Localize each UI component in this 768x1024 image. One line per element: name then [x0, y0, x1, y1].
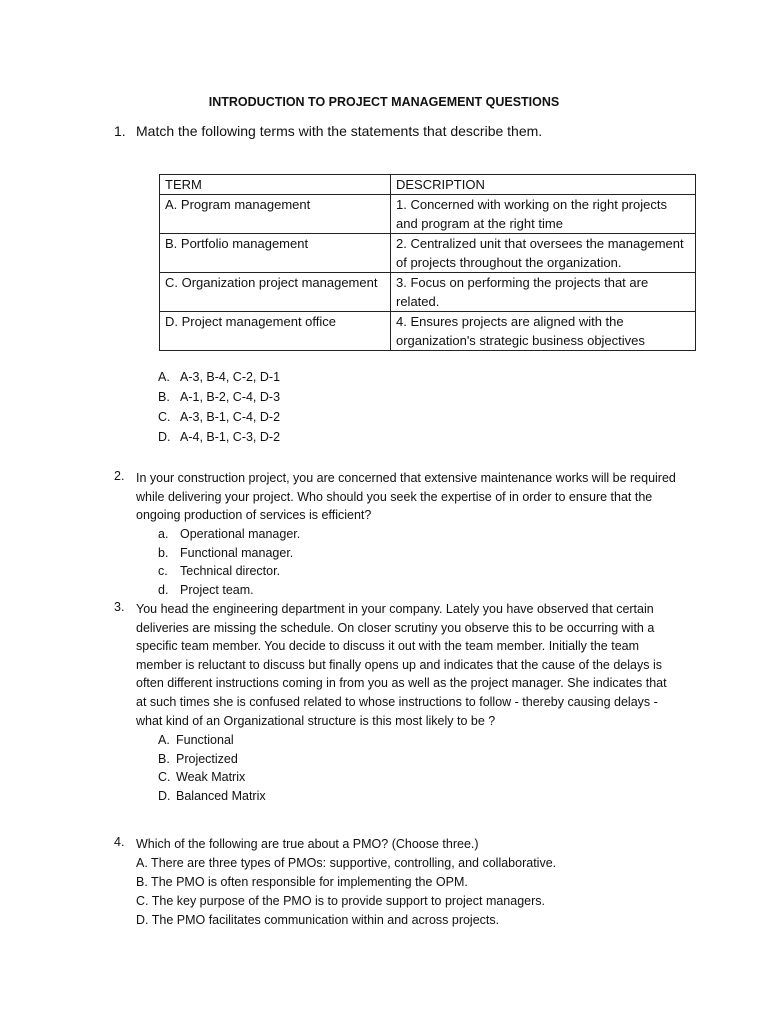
option-item: D. Balanced Matrix: [158, 788, 266, 803]
question-number: 2.: [114, 469, 125, 483]
question-4: [136, 835, 556, 930]
table-row: [160, 273, 696, 312]
question-1-options: [158, 367, 280, 447]
term-cell: A. Program management: [160, 195, 391, 234]
statement-item: D. The PMO facilitates communication within and across projects.: [136, 913, 500, 927]
statement-item: B. The PMO is often responsible for implementing the OPM.: [136, 875, 468, 889]
option-item: A. A-3, B-4, C-2, D-1: [158, 370, 281, 384]
description-cell: 3. Focus on performing the projects that are related.: [391, 273, 696, 312]
table-row: [160, 234, 696, 273]
option-item: B. A-1, B-2, C-4, D-3: [158, 390, 281, 404]
option-item: C. Weak Matrix: [158, 770, 246, 785]
terms-table: [159, 174, 696, 351]
description-cell: 1. Concerned with working on the right projects and program at the right time: [391, 195, 696, 234]
question-3-options: [158, 731, 266, 805]
option-item: A. Functional: [158, 733, 234, 747]
question-text: In your construction project, you are concerned that extensive maintenance works will be required while delivering your project. Who should you seek the expertise of in order to ensure that the ongoing production of services is efficient?: [136, 471, 676, 523]
page-title: INTRODUCTION TO PROJECT MANAGEMENT QUESTIONS: [208, 95, 560, 109]
question-number: 4.: [114, 835, 125, 849]
option-item: D. A-4, B-1, C-3, D-2: [158, 430, 281, 444]
option-item: C. A-3, B-1, C-4, D-2: [158, 410, 281, 424]
term-cell: B. Portfolio management: [160, 234, 391, 273]
option-item: a. Operational manager.: [158, 527, 301, 541]
option-item: b. Functional manager.: [158, 545, 294, 560]
table-row: [160, 195, 696, 234]
term-cell: D. Project management office: [160, 312, 391, 351]
statement-item: A. There are three types of PMOs: supportive, controlling, and collaborative.: [136, 856, 557, 870]
question-text: You head the engineering department in your company. Lately you have observed that certain deliveries are missing the schedule. On closer scrutiny you observe this to be occurring with a specific team member. You decide to discuss it out with the team member. Initially the team member is reluctant to discuss but finally opens up and indicates that the cause of the delays is often different instructions coming in from you as well as the project manager. She indicates that at such times she is confused related to whose instructions to follow - thereby causing delays - what kind of an Organizational structure is this most likely to be ?: [136, 602, 667, 728]
table-row: [160, 312, 696, 351]
question-text: Match the following terms with the statements that describe them.: [136, 123, 543, 139]
question-text: Which of the following are true about a PMO? (Choose three.): [136, 837, 479, 851]
description-cell: 4. Ensures projects are aligned with the organization's strategic business objectives: [391, 312, 696, 351]
question-number: 3.: [114, 600, 125, 614]
table-header-cell: TERM: [160, 175, 391, 195]
table-header-cell: DESCRIPTION: [391, 175, 696, 195]
question-2-options: [158, 525, 300, 599]
option-item: B. Projectized: [158, 751, 238, 766]
question-1: [114, 123, 542, 139]
description-cell: 2. Centralized unit that oversees the management of projects throughout the organization.: [391, 234, 696, 273]
table-header-row: [160, 175, 696, 195]
statement-item: C. The key purpose of the PMO is to provide support to project managers.: [136, 894, 546, 908]
option-item: d. Project team.: [158, 582, 254, 597]
option-item: c. Technical director.: [158, 564, 281, 579]
question-number: 1.: [114, 123, 126, 139]
term-cell: C. Organization project management: [160, 273, 391, 312]
